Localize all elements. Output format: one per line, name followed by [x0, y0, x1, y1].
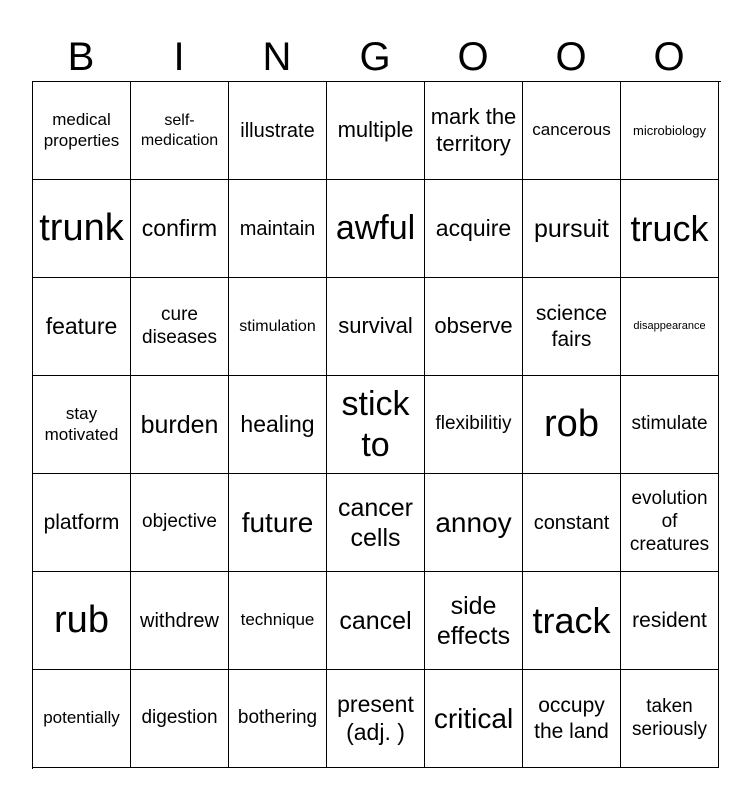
bingo-board — [32, 81, 721, 769]
cell-text: taken seriously — [632, 695, 707, 740]
cell-text: constant — [533, 511, 610, 534]
bingo-cell[interactable] — [523, 180, 621, 278]
bingo-cell[interactable] — [33, 670, 131, 768]
cell-text: illustrate — [240, 119, 315, 142]
cell-text: disappearance — [633, 319, 706, 332]
header-letter: I — [173, 35, 185, 79]
bingo-cell[interactable] — [523, 82, 621, 180]
bingo-cell[interactable] — [131, 82, 229, 180]
cell-text: bothering — [237, 707, 318, 729]
bingo-cell[interactable] — [229, 180, 327, 278]
cell-text: acquire — [435, 214, 512, 241]
cell-text: annoy — [435, 506, 512, 538]
cell-text: cure diseases — [142, 303, 217, 348]
cell-text: cancerous — [532, 120, 611, 140]
cell-text: track — [532, 599, 611, 641]
cell-text: multiple — [337, 117, 414, 143]
bingo-cell[interactable] — [131, 670, 229, 768]
cell-text: trunk — [39, 206, 124, 249]
bingo-cell[interactable] — [621, 670, 719, 768]
cell-text: maintain — [239, 217, 316, 240]
cell-text: awful — [335, 209, 416, 248]
header-letter: O — [457, 35, 489, 79]
bingo-cell[interactable] — [327, 82, 425, 180]
cell-text: objective — [142, 511, 217, 533]
header-letter: O — [653, 35, 685, 79]
bingo-cell[interactable] — [131, 278, 229, 376]
cell-text: confirm — [141, 214, 218, 241]
bingo-cell[interactable] — [523, 376, 621, 474]
bingo-cell[interactable] — [229, 376, 327, 474]
bingo-cell[interactable] — [327, 670, 425, 768]
cell-text: feature — [45, 312, 118, 339]
cell-text: future — [241, 506, 314, 538]
cell-text: microbiology — [633, 122, 706, 138]
cell-text: stimulate — [631, 413, 708, 435]
bingo-cell[interactable] — [523, 474, 621, 572]
header-letter: B — [67, 35, 95, 79]
header-letter: N — [262, 35, 292, 79]
bingo-cell[interactable] — [621, 82, 719, 180]
cell-text: cancer cells — [337, 493, 414, 552]
bingo-cell[interactable] — [33, 474, 131, 572]
cell-text: medical properties — [43, 110, 120, 150]
cell-text: stick to — [341, 384, 410, 464]
cell-text: present (adj. ) — [337, 690, 414, 745]
cell-text: evolution of creatures — [629, 488, 710, 555]
bingo-cell[interactable] — [33, 180, 131, 278]
bingo-cell[interactable] — [425, 278, 523, 376]
cell-text: side effects — [436, 591, 511, 650]
cell-text: digestion — [141, 707, 218, 729]
cell-text: pursuit — [533, 214, 610, 243]
cell-text: flexibilitiy — [435, 413, 512, 435]
bingo-cell[interactable] — [621, 572, 719, 670]
cell-text: mark the territory — [430, 104, 517, 156]
header-letter: G — [359, 35, 391, 79]
bingo-cell[interactable] — [229, 572, 327, 670]
bingo-cell[interactable] — [621, 474, 719, 572]
bingo-header — [32, 34, 720, 80]
bingo-cell[interactable] — [327, 376, 425, 474]
bingo-cell[interactable] — [425, 670, 523, 768]
cell-text: technique — [240, 610, 315, 630]
bingo-cell[interactable] — [327, 572, 425, 670]
bingo-cell[interactable] — [425, 572, 523, 670]
bingo-cell[interactable] — [523, 572, 621, 670]
cell-text: rub — [54, 598, 109, 641]
bingo-cell[interactable] — [33, 376, 131, 474]
cell-text: platform — [43, 510, 120, 534]
cell-text: occupy the land — [534, 694, 609, 743]
cell-text: self-medication — [140, 112, 219, 149]
bingo-cell[interactable] — [523, 278, 621, 376]
bingo-cell[interactable] — [131, 376, 229, 474]
bingo-cell[interactable] — [229, 474, 327, 572]
cell-text: observe — [434, 313, 513, 339]
cell-text: science fairs — [535, 302, 608, 351]
bingo-cell[interactable] — [621, 278, 719, 376]
bingo-cell[interactable] — [229, 670, 327, 768]
cell-text: healing — [240, 410, 315, 437]
bingo-cell[interactable] — [131, 572, 229, 670]
cell-text: resident — [632, 608, 707, 632]
cell-text: cancel — [339, 606, 412, 635]
cell-text: burden — [140, 410, 219, 439]
cell-text: potentially — [43, 708, 120, 728]
bingo-cell[interactable] — [425, 180, 523, 278]
cell-text: stay motivated — [44, 404, 119, 444]
bingo-cell[interactable] — [229, 82, 327, 180]
bingo-cell[interactable] — [229, 278, 327, 376]
bingo-cell[interactable] — [425, 474, 523, 572]
cell-text: rob — [544, 402, 599, 445]
bingo-cell[interactable] — [33, 572, 131, 670]
bingo-cell[interactable] — [33, 82, 131, 180]
bingo-cell[interactable] — [327, 474, 425, 572]
cell-text: critical — [433, 702, 514, 734]
bingo-cell[interactable] — [327, 278, 425, 376]
cell-text: truck — [630, 207, 709, 249]
cell-text: stimulation — [239, 317, 316, 335]
bingo-cell[interactable] — [131, 474, 229, 572]
bingo-cell[interactable] — [425, 376, 523, 474]
bingo-cell[interactable] — [33, 278, 131, 376]
bingo-cell[interactable] — [131, 180, 229, 278]
bingo-cell[interactable] — [621, 376, 719, 474]
bingo-cell[interactable] — [621, 180, 719, 278]
cell-text: withdrew — [140, 609, 219, 632]
header-letter: O — [555, 35, 587, 79]
cell-text: survival — [338, 313, 413, 339]
bingo-cell[interactable] — [523, 670, 621, 768]
bingo-cell[interactable] — [327, 180, 425, 278]
bingo-cell[interactable] — [425, 82, 523, 180]
